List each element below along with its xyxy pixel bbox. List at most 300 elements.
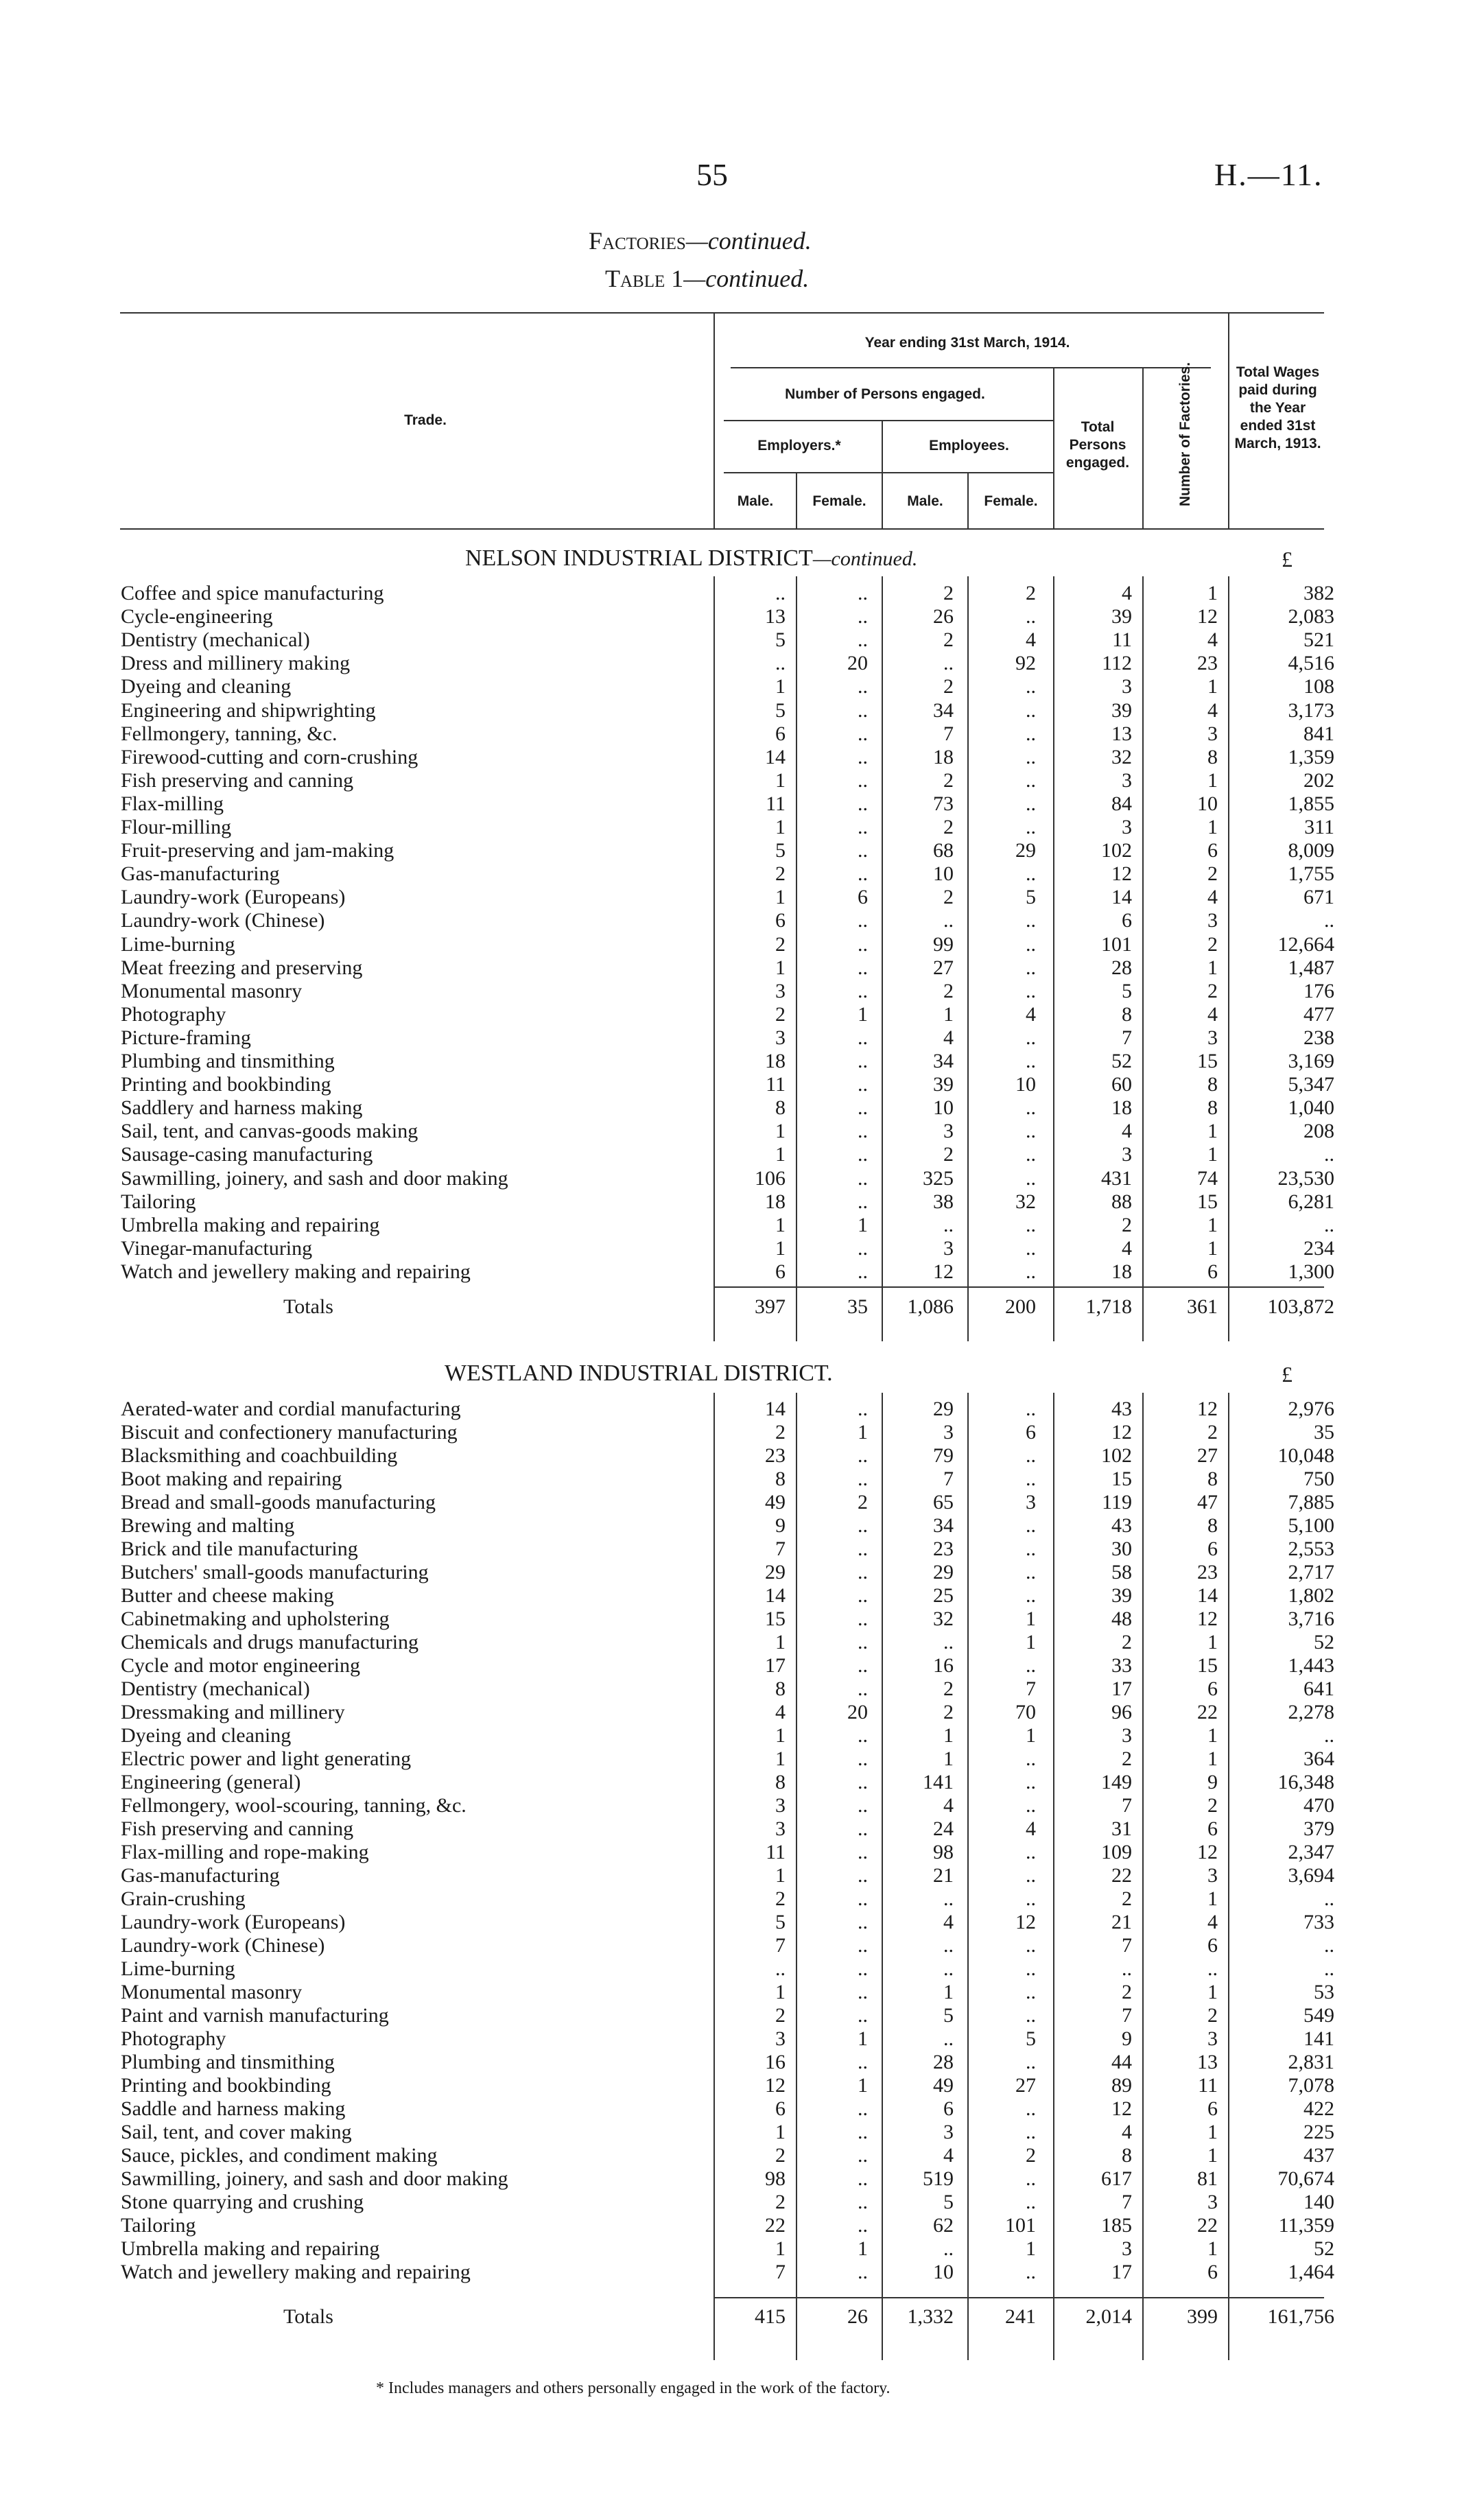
cell-wages: 521 [1303, 628, 1334, 652]
cell-tot: 4 [1122, 1120, 1132, 1143]
table-row [0, 722, 1475, 746]
cell-wm: 34 [933, 1514, 954, 1537]
cell-fac: 6 [1207, 839, 1218, 862]
cell-wages: 1,855 [1288, 792, 1334, 815]
cell-em: 5 [775, 839, 786, 862]
table-row [0, 1260, 1475, 1284]
cell-wm: .. [943, 1631, 954, 1653]
cell-wages: 5,100 [1288, 1514, 1334, 1537]
cell-ef: .. [858, 816, 868, 838]
cell-wages: 671 [1303, 886, 1334, 909]
cell-wages: .. [1324, 1957, 1334, 1980]
cell-wm: 24 [933, 1817, 954, 1840]
cell-wm: 1 [943, 1002, 954, 1026]
cell-em: 1 [775, 956, 786, 979]
cell-wf: .. [1026, 2167, 1036, 2190]
trade-name: Engineering (general) [121, 1771, 301, 1793]
cell-wages: 52 [1314, 2237, 1334, 2260]
cell-wages: 2,083 [1288, 605, 1334, 628]
cell-em: 2 [775, 862, 786, 886]
cell-wf: .. [1026, 698, 1036, 722]
cell-ef: .. [858, 932, 868, 956]
cell-fac: 6 [1207, 1817, 1218, 1840]
cell-wm: 25 [933, 1584, 954, 1607]
cell-wm: 2 [943, 1143, 954, 1166]
cell-ef: .. [858, 582, 868, 604]
cell-em: 2 [775, 1887, 786, 1910]
cell-em: 3 [775, 2027, 786, 2050]
cell-em: 1 [775, 1236, 786, 1260]
cell-ef: .. [858, 1120, 868, 1143]
cell-ef: 1 [858, 1421, 868, 1444]
cell-wm: .. [943, 1213, 954, 1236]
trade-name: Sawmilling, joinery, and sash and door making [121, 1166, 508, 1190]
cell-wf: 2 [1026, 2144, 1036, 2167]
table-row [0, 1050, 1475, 1073]
cell-wf: .. [1026, 1143, 1036, 1166]
cell-tot: 149 [1101, 1771, 1132, 1793]
cell-fac: 3 [1207, 2191, 1218, 2213]
cell-tot: 7 [1122, 2191, 1132, 2213]
header-employees-female: Female. [984, 493, 1038, 509]
cell-wf: .. [1026, 1538, 1036, 1560]
cell-wf: .. [1026, 1794, 1036, 1817]
cell-tot: 3 [1122, 1143, 1132, 1166]
cell-fac: 8 [1207, 745, 1218, 768]
cell-wages: .. [1324, 1724, 1334, 1747]
cell-ef: .. [858, 1747, 868, 1770]
cell-em: 22 [765, 2214, 786, 2237]
cell-wf: .. [1026, 1981, 1036, 2003]
cell-wages: .. [1324, 1213, 1334, 1236]
table-row [0, 1003, 1475, 1026]
cell-tot: 7 [1122, 2004, 1132, 2027]
trade-name: Picture-framing [121, 1026, 251, 1049]
cell-ef: .. [858, 2167, 868, 2190]
cell-tot: 13 [1111, 722, 1132, 745]
cell-wages: 382 [1303, 582, 1334, 604]
table-row [0, 1608, 1475, 1631]
column-rule [967, 576, 969, 1341]
cell-wf: .. [1026, 2261, 1036, 2283]
cell-ef: .. [858, 1887, 868, 1910]
cell-wf: .. [1026, 768, 1036, 792]
trade-name: Butter and cheese making [121, 1584, 334, 1607]
cell-ef: .. [858, 1468, 868, 1490]
cell-ef: .. [858, 1771, 868, 1793]
cell-ef: .. [858, 1864, 868, 1887]
cell-wages: 2,553 [1288, 1538, 1334, 1560]
cell-ef: .. [858, 1026, 868, 1049]
cell-fac: 1 [1207, 2121, 1218, 2143]
cell-tot: 7 [1122, 1934, 1132, 1957]
cell-wf: .. [1026, 1654, 1036, 1677]
cell-wm: 73 [933, 792, 954, 815]
trade-name: Boot making and repairing [121, 1468, 342, 1490]
cell-fac: 12 [1197, 605, 1218, 628]
cell-wm: 79 [933, 1444, 954, 1467]
total-wages: 161,756 [1267, 2305, 1334, 2328]
cell-wf: .. [1026, 1120, 1036, 1143]
cell-ef: .. [858, 839, 868, 862]
cell-ef: .. [858, 1631, 868, 1653]
cell-fac: 23 [1197, 1561, 1218, 1583]
header-employers-female: Female. [812, 493, 866, 509]
cell-fac: 23 [1197, 652, 1218, 675]
cell-wf: .. [1026, 1260, 1036, 1283]
cell-em: 1 [775, 1213, 786, 1236]
totals-label: Totals [283, 2305, 333, 2328]
cell-tot: 22 [1111, 1864, 1132, 1887]
total-wages: 103,872 [1267, 1295, 1334, 1318]
page-number: 55 [696, 157, 728, 192]
cell-wages: 11,359 [1278, 2214, 1334, 2237]
cell-wages: 52 [1314, 1631, 1334, 1653]
cell-ef: .. [858, 2097, 868, 2120]
cell-wm: 1 [943, 1747, 954, 1770]
cell-wm: 2 [943, 1701, 954, 1723]
trade-name: Stone quarrying and crushing [121, 2191, 364, 2213]
trade-name: Flax-milling and rope-making [121, 1841, 369, 1863]
cell-wf: 4 [1026, 1817, 1036, 1840]
trade-name: Sail, tent, and cover making [121, 2121, 352, 2143]
cell-ef: .. [858, 1608, 868, 1630]
cell-em: 7 [775, 1934, 786, 1957]
cell-wages: 2,831 [1288, 2051, 1334, 2073]
cell-wf: .. [1026, 979, 1036, 1002]
cell-wf: 70 [1015, 1701, 1036, 1723]
cell-ef: .. [858, 909, 868, 932]
total-em: 397 [755, 1295, 786, 1318]
table-row [0, 1096, 1475, 1120]
header-employers: Employers.* [757, 438, 841, 454]
cell-wf: .. [1026, 2097, 1036, 2120]
trade-name: Flax-milling [121, 792, 224, 815]
cell-wf: .. [1026, 1934, 1036, 1957]
cell-wm: 98 [933, 1841, 954, 1863]
table-row [0, 886, 1475, 909]
header-persons-engaged: Number of Persons engaged. [785, 386, 985, 402]
cell-fac: 4 [1207, 1911, 1218, 1933]
cell-wm: 34 [933, 698, 954, 722]
trade-name: Dentistry (mechanical) [121, 1677, 310, 1700]
trade-name: Saddlery and harness making [121, 1096, 363, 1120]
cell-wm: 62 [933, 2214, 954, 2237]
cell-wf: 1 [1026, 1724, 1036, 1747]
cell-em: 106 [755, 1166, 786, 1190]
cell-tot: 2 [1122, 1631, 1132, 1653]
table-row [0, 2261, 1475, 2284]
cell-wages: 4,516 [1288, 652, 1334, 675]
cell-wf: .. [1026, 1584, 1036, 1607]
header-employers-male: Male. [737, 493, 774, 509]
cell-wages: 364 [1303, 1747, 1334, 1770]
section-nelson-title: NELSON INDUSTRIAL DISTRICT—continued. [465, 545, 918, 571]
trade-name: Printing and bookbinding [121, 1073, 331, 1096]
total-em: 415 [755, 2305, 786, 2328]
table-row [0, 1771, 1475, 1794]
cell-em: 14 [765, 1584, 786, 1607]
total-tot: 2,014 [1085, 2305, 1132, 2328]
cell-wf: 4 [1026, 1002, 1036, 1026]
cell-wages: 8,009 [1288, 839, 1334, 862]
cell-wm: 3 [943, 2121, 954, 2143]
totals-row [0, 1295, 1475, 1319]
cell-fac: 1 [1207, 816, 1218, 838]
trade-name: Cycle and motor engineering [121, 1654, 361, 1677]
cell-ef: .. [858, 2191, 868, 2213]
table-row [0, 1887, 1475, 1911]
total-tot: 1,718 [1085, 1295, 1132, 1318]
cell-ef: 20 [847, 652, 868, 675]
cell-ef: .. [858, 979, 868, 1002]
cell-tot: 109 [1101, 1841, 1132, 1863]
cell-em: 11 [766, 1073, 786, 1096]
cell-wf: 4 [1026, 628, 1036, 652]
trade-name: Dressmaking and millinery [121, 1701, 345, 1723]
trade-name: Saddle and harness making [121, 2097, 346, 2120]
cell-fac: 3 [1207, 722, 1218, 745]
cell-wm: 29 [933, 1561, 954, 1583]
cell-wages: 3,173 [1288, 698, 1334, 722]
cell-tot: 185 [1101, 2214, 1132, 2237]
table-row [0, 675, 1475, 698]
table-row [0, 1817, 1475, 1841]
cell-em: 8 [775, 1677, 786, 1700]
trade-name: Dyeing and cleaning [121, 1724, 292, 1747]
cell-ef: .. [858, 1096, 868, 1120]
currency-symbol: £ [1282, 1362, 1293, 1387]
cell-wm: 4 [943, 1911, 954, 1933]
cell-tot: 28 [1111, 956, 1132, 979]
cell-wf: .. [1026, 956, 1036, 979]
cell-wm: 2 [943, 675, 954, 698]
cell-wages: 379 [1303, 1817, 1334, 1840]
cell-wages: 10,048 [1277, 1444, 1334, 1467]
table-row [0, 956, 1475, 980]
cell-wm: 2 [943, 582, 954, 604]
cell-wf: 2 [1026, 582, 1036, 604]
cell-em: 18 [765, 1050, 786, 1072]
cell-wages: 1,359 [1288, 745, 1334, 768]
cell-wf: .. [1026, 1841, 1036, 1863]
cell-wages: 470 [1303, 1794, 1334, 1817]
cell-em: 12 [765, 2074, 786, 2097]
table-row [0, 1631, 1475, 1654]
cell-wf: .. [1026, 1747, 1036, 1770]
cell-wf: .. [1026, 722, 1036, 745]
cell-tot: 102 [1101, 1444, 1132, 1467]
cell-em: 1 [775, 675, 786, 698]
cell-wf: 5 [1026, 2027, 1036, 2050]
cell-fac: 8 [1207, 1073, 1218, 1096]
cell-wages: 53 [1314, 1981, 1334, 2003]
cell-fac: 47 [1197, 1491, 1218, 1514]
table-row [0, 1957, 1475, 1981]
cell-wages: 1,443 [1288, 1654, 1334, 1677]
cell-wf: .. [1026, 1561, 1036, 1583]
cell-em: 7 [775, 2261, 786, 2283]
cell-ef: .. [858, 1190, 868, 1213]
cell-fac: 2 [1207, 932, 1218, 956]
cell-wf: .. [1026, 2051, 1036, 2073]
cell-wm: .. [943, 2237, 954, 2260]
cell-fac: 4 [1207, 698, 1218, 722]
cell-em: .. [775, 1957, 786, 1980]
cell-em: 2 [775, 2004, 786, 2027]
trade-name: Sail, tent, and canvas-goods making [121, 1120, 418, 1143]
cell-fac: 1 [1207, 675, 1218, 698]
cell-fac: 2 [1207, 2004, 1218, 2027]
cell-fac: 14 [1197, 1584, 1218, 1607]
table-row [0, 1468, 1475, 1491]
cell-wages: 5,347 [1288, 1073, 1334, 1096]
cell-em: 2 [775, 932, 786, 956]
cell-fac: 1 [1207, 956, 1218, 979]
trade-name: Photography [121, 1002, 226, 1026]
cell-tot: 2 [1122, 1747, 1132, 1770]
cell-ef: .. [858, 2051, 868, 2073]
cell-fac: 6 [1207, 1677, 1218, 1700]
cell-tot: 2 [1122, 1887, 1132, 1910]
cell-tot: 31 [1111, 1817, 1132, 1840]
cell-ef: .. [858, 1514, 868, 1537]
cell-ef: .. [858, 956, 868, 979]
trade-name: Watch and jewellery making and repairing [121, 1260, 471, 1283]
cell-wf: .. [1026, 1444, 1036, 1467]
cell-tot: 101 [1101, 932, 1132, 956]
table-row [0, 1444, 1475, 1468]
cell-wages: 3,694 [1288, 1864, 1334, 1887]
trade-name: Coffee and spice manufacturing [121, 582, 384, 604]
header-top-rule [120, 312, 1324, 314]
cell-wf: .. [1026, 932, 1036, 956]
cell-wages: 141 [1303, 2027, 1334, 2050]
cell-em: 3 [775, 1817, 786, 1840]
cell-em: 6 [775, 722, 786, 745]
cell-wf: 3 [1026, 1491, 1036, 1514]
trade-name: Blacksmithing and coachbuilding [121, 1444, 398, 1467]
cell-fac: 6 [1207, 1260, 1218, 1283]
cell-em: 5 [775, 698, 786, 722]
header-total-persons: Total Persons engaged. [1065, 419, 1130, 471]
column-rule [1142, 1393, 1144, 2360]
table-row [0, 1120, 1475, 1143]
cell-fac: .. [1207, 1957, 1218, 1980]
cell-ef: .. [858, 2214, 868, 2237]
trade-name: Paint and varnish manufacturing [121, 2004, 389, 2027]
cell-wages: 176 [1303, 979, 1334, 1002]
cell-tot: 617 [1101, 2167, 1132, 2190]
table-row [0, 1654, 1475, 1677]
cell-wf: .. [1026, 792, 1036, 815]
section-westland-title: WESTLAND INDUSTRIAL DISTRICT. [445, 1361, 833, 1386]
cell-wages: 16,348 [1277, 1771, 1334, 1793]
cell-tot: 84 [1111, 792, 1132, 815]
page-title: Factories—continued. [589, 227, 812, 255]
cell-em: 8 [775, 1096, 786, 1120]
cell-tot: 8 [1122, 2144, 1132, 2167]
table-row [0, 1143, 1475, 1166]
cell-tot: 89 [1111, 2074, 1132, 2097]
column-rule [1142, 576, 1144, 1341]
trade-name: Lime-burning [121, 1957, 235, 1980]
trade-name: Dress and millinery making [121, 652, 351, 675]
cell-ef: 1 [858, 2237, 868, 2260]
table-row [0, 1794, 1475, 1817]
cell-fac: 3 [1207, 1026, 1218, 1049]
cell-wm: 1 [943, 1981, 954, 2003]
cell-wm: 68 [933, 839, 954, 862]
cell-fac: 27 [1197, 1444, 1218, 1467]
cell-wages: 2,278 [1288, 1701, 1334, 1723]
trade-name: Fellmongery, tanning, &c. [121, 722, 338, 745]
header-year: Year ending 31st March, 1914. [864, 335, 1070, 351]
cell-wm: 21 [933, 1864, 954, 1887]
trade-name: Electric power and light generating [121, 1747, 412, 1770]
cell-wf: .. [1026, 816, 1036, 838]
cell-wf: .. [1026, 1398, 1036, 1420]
cell-wm: 5 [943, 2191, 954, 2213]
column-rule [796, 1393, 797, 2360]
column-rule [882, 576, 883, 1341]
cell-fac: 12 [1197, 1608, 1218, 1630]
cell-wf: .. [1026, 745, 1036, 768]
totals-rule [713, 1286, 1324, 1288]
cell-wf: .. [1026, 1213, 1036, 1236]
total-fac: 361 [1187, 1295, 1218, 1318]
cell-wm: 325 [923, 1166, 954, 1190]
table-row [0, 2004, 1475, 2027]
cell-fac: 8 [1207, 1468, 1218, 1490]
table-row [0, 1677, 1475, 1701]
cell-wm: 26 [933, 605, 954, 628]
cell-wf: 1 [1026, 2237, 1036, 2260]
total-ef: 35 [847, 1295, 868, 1318]
cell-wm: 5 [943, 2004, 954, 2027]
cell-wages: 70,674 [1277, 2167, 1334, 2190]
cell-wages: 422 [1303, 2097, 1334, 2120]
cell-fac: 1 [1207, 2144, 1218, 2167]
trade-name: Watch and jewellery making and repairing [121, 2261, 471, 2283]
cell-wm: 2 [943, 979, 954, 1002]
trade-name: Monumental masonry [121, 979, 303, 1002]
cell-wf: .. [1026, 2121, 1036, 2143]
table-row [0, 1864, 1475, 1887]
cell-tot: 18 [1111, 1260, 1132, 1283]
trade-name: Brewing and malting [121, 1514, 295, 1537]
table-row [0, 2074, 1475, 2097]
trade-name: Laundry-work (Europeans) [121, 1911, 346, 1933]
cell-wages: 225 [1303, 2121, 1334, 2143]
cell-em: 14 [765, 745, 786, 768]
cell-tot: 7 [1122, 1026, 1132, 1049]
trade-name: Laundry-work (Chinese) [121, 909, 325, 932]
cell-wf: .. [1026, 1166, 1036, 1190]
table-row [0, 933, 1475, 956]
cell-tot: 15 [1111, 1468, 1132, 1490]
cell-fac: 6 [1207, 1934, 1218, 1957]
cell-em: 5 [775, 1911, 786, 1933]
cell-wm: 2 [943, 768, 954, 792]
cell-ef: .. [858, 605, 868, 628]
cell-fac: 1 [1207, 1724, 1218, 1747]
cell-wages: 477 [1303, 1002, 1334, 1026]
cell-em: 5 [775, 628, 786, 652]
cell-ef: .. [858, 1981, 868, 2003]
cell-wf: 1 [1026, 1631, 1036, 1653]
cell-em: 3 [775, 1794, 786, 1817]
